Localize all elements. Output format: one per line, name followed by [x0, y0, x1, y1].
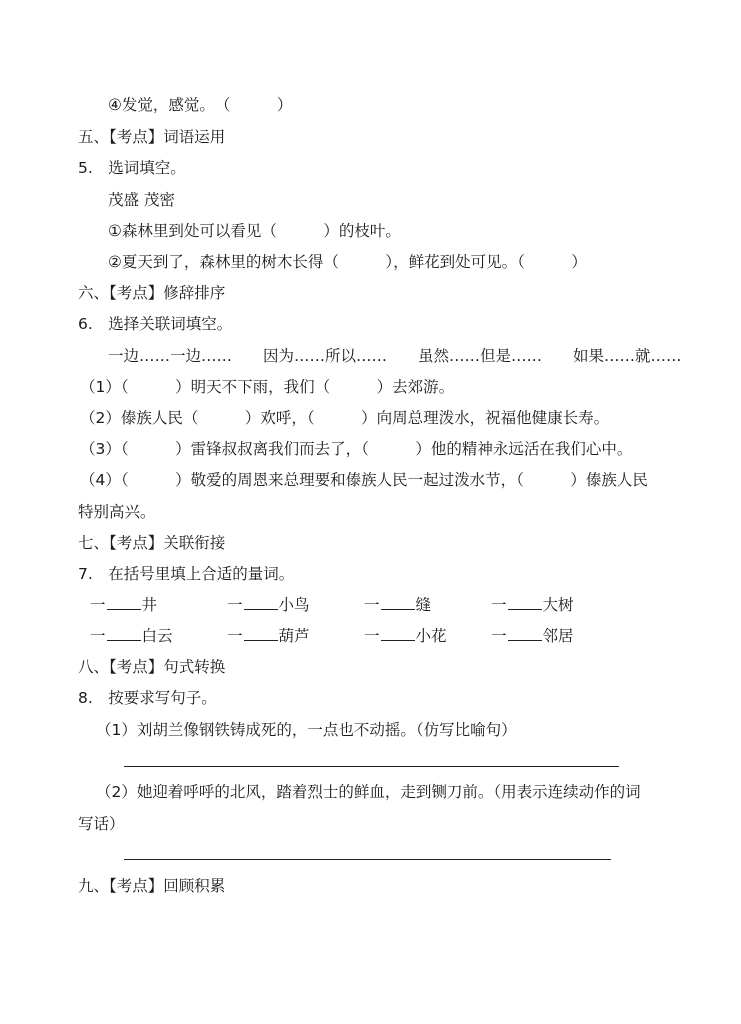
measure-prefix: 一: [491, 596, 507, 614]
measure-item: [90, 594, 227, 616]
answer-blank[interactable]: [107, 595, 141, 610]
answer-line-2[interactable]: [124, 859, 611, 860]
measure-item: [491, 625, 611, 647]
answer-line-1[interactable]: [124, 766, 619, 767]
question-5-word-choices: 茂盛 茂密: [108, 191, 175, 209]
answer-blank[interactable]: [381, 626, 415, 641]
question-6-item-4: （4）（ ）敬爱的周恩来总理要和傣族人民一起过泼水节，（ ）傣族人民: [80, 471, 648, 489]
question-6-item-2: （2）傣族人民（ ）欢呼，（ ）向周总理泼水，祝福他健康长寿。: [80, 409, 610, 427]
question-8-item-2-cont: 写话）: [78, 815, 125, 833]
question-6-conjunctions: 一边……一边…… 因为……所以…… 虽然……但是…… 如果……就……: [108, 347, 682, 365]
measure-item: [364, 625, 491, 647]
measure-noun: 井: [141, 596, 158, 614]
question-8-item-1: （1）刘胡兰像钢铁铸成死的，一点也不动摇。（仿写比喻句）: [96, 721, 517, 739]
measure-prefix: 一: [90, 627, 106, 645]
answer-blank[interactable]: [244, 595, 278, 610]
question-7-title: 7. 在括号里填上合适的量词。: [78, 565, 295, 583]
measure-noun: 小花: [415, 627, 447, 645]
answer-blank[interactable]: [508, 626, 542, 641]
measure-prefix: 一: [364, 627, 380, 645]
measure-item: [227, 625, 364, 647]
answer-blank[interactable]: [244, 626, 278, 641]
measure-noun: 大树: [542, 596, 574, 614]
measure-noun: 缝: [415, 596, 432, 614]
measure-word-row-1: [90, 594, 611, 616]
measure-item: [90, 625, 227, 647]
question-6-item-4-cont: 特别高兴。: [78, 503, 156, 521]
section-9-heading: 九、【考点】回顾积累: [78, 877, 226, 895]
section-7-heading: 七、【考点】关联衔接: [78, 534, 226, 552]
question-6-title: 6. 选择关联词填空。: [78, 315, 233, 333]
question-5-item-2: ②夏天到了，森林里的树木长得（ ），鲜花到处可见。（ ）: [108, 253, 587, 271]
item-4-fajue: ④发觉，感觉。 （ ）: [108, 96, 293, 114]
measure-prefix: 一: [364, 596, 380, 614]
section-6-heading: 六、【考点】修辞排序: [78, 284, 226, 302]
question-5-item-1: ①森林里到处可以看见（ ）的枝叶。: [108, 222, 401, 240]
question-6-item-1: （1）（ ）明天不下雨，我们（ ）去郊游。: [80, 378, 455, 396]
answer-blank[interactable]: [107, 626, 141, 641]
section-5-heading: 五、【考点】词语运用: [78, 128, 226, 146]
answer-blank[interactable]: [508, 595, 542, 610]
measure-noun: 小鸟: [278, 596, 310, 614]
measure-item: [227, 594, 364, 616]
measure-prefix: 一: [227, 627, 243, 645]
question-8-item-2: （2）她迎着呼呼的北风，踏着烈士的鲜血，走到铡刀前。（用表示连续动作的词: [96, 783, 641, 801]
measure-noun: 邻居: [542, 627, 574, 645]
measure-prefix: 一: [227, 596, 243, 614]
measure-item: [364, 594, 491, 616]
measure-noun: 白云: [141, 627, 173, 645]
measure-prefix: 一: [491, 627, 507, 645]
measure-prefix: 一: [90, 596, 106, 614]
section-8-heading: 八、【考点】句式转换: [78, 658, 226, 676]
measure-item: [491, 594, 611, 616]
question-8-title: 8. 按要求写句子。: [78, 689, 217, 707]
answer-blank[interactable]: [381, 595, 415, 610]
measure-word-row-2: [90, 625, 611, 647]
question-6-item-3: （3）（ ）雷锋叔叔离我们而去了，（ ）他的精神永远活在我们心中。: [80, 440, 633, 458]
question-5-title: 5. 选词填空。: [78, 159, 186, 177]
measure-noun: 葫芦: [278, 627, 310, 645]
